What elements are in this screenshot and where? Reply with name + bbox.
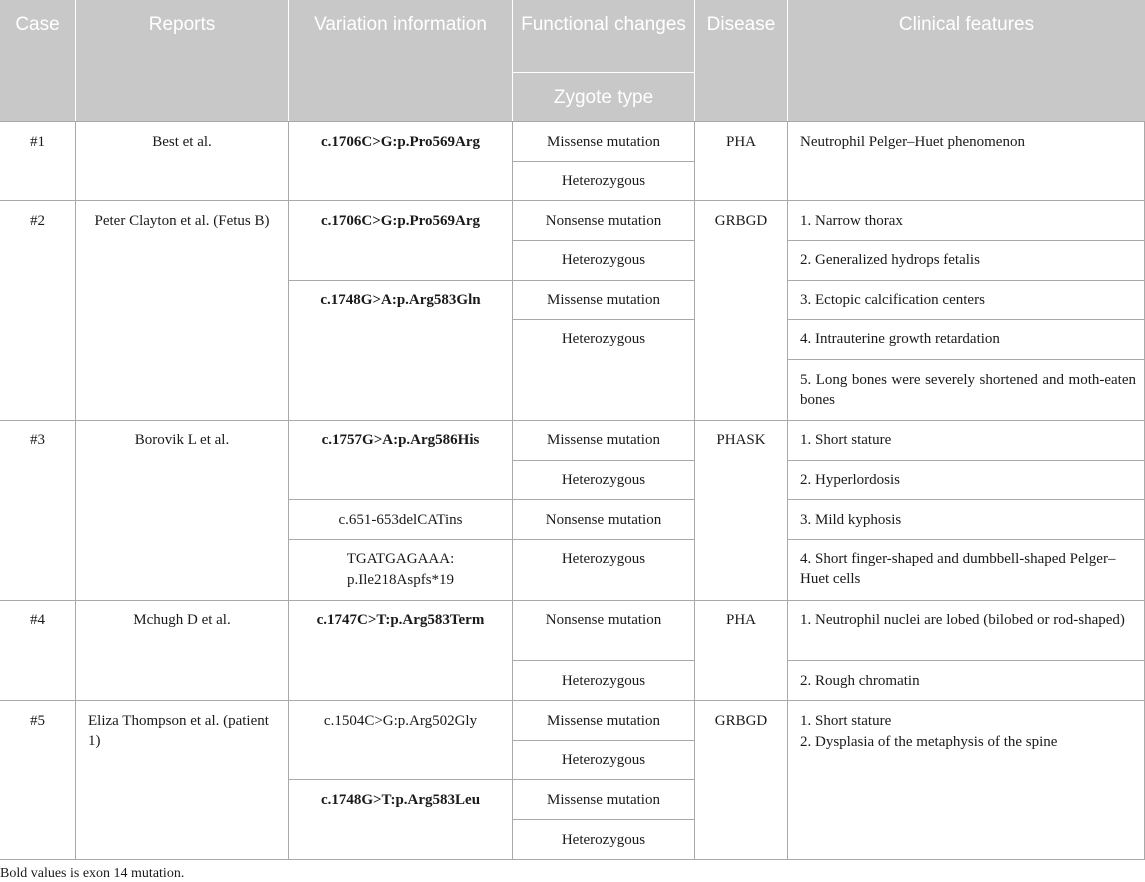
variant-cell: p.Ile218Aspfs*19 — [346, 572, 455, 588]
clinical-feature: 2. Hyperlordosis — [800, 472, 900, 488]
header-disease: Disease — [706, 14, 776, 35]
table-footnote: Bold values is exon 14 mutation. — [0, 866, 185, 881]
report-cell: Best et al. — [152, 134, 212, 150]
functional-cell: Missense mutation — [547, 713, 660, 729]
clinical-feature: 4. Short finger-shaped and dumbbell-shaped Pelger–Huet cells — [800, 551, 1116, 587]
clinical-feature: 1. Short stature — [800, 432, 892, 448]
clinical-feature: 1. Short stature — [800, 713, 892, 729]
zygote-cell: Heterozygous — [561, 331, 646, 347]
disease-cell: PHA — [725, 134, 756, 150]
variant-cell: c.1504C>G:p.Arg502Gly — [323, 713, 478, 729]
variant-cell: c.651-653delCATins — [338, 512, 463, 528]
disease-cell: GRBGD — [714, 213, 768, 229]
case-cell: #3 — [30, 432, 45, 448]
disease-cell: GRBGD — [714, 713, 768, 729]
clinical-feature: 4. Intrauterine growth retardation — [800, 331, 1000, 347]
header-reports: Reports — [148, 14, 216, 35]
variant-cell: c.1706C>G:p.Pro569Arg — [320, 213, 481, 229]
clinical-feature: 2. Dysplasia of the metaphysis of the spine — [800, 734, 1058, 750]
zygote-cell: Heterozygous — [561, 832, 646, 848]
header-variation: Variation information — [314, 14, 487, 35]
zygote-cell: Heterozygous — [561, 752, 646, 768]
clinical-feature: 5. Long bones were severely shortened and moth-eaten bones — [800, 372, 1136, 408]
header-clinical: Clinical features — [898, 14, 1035, 35]
header-functional: Functional changes — [521, 14, 686, 35]
disease-cell: PHA — [725, 612, 756, 628]
report-cell: Borovik L et al. — [134, 432, 230, 448]
functional-cell: Missense mutation — [547, 792, 660, 808]
zygote-cell: Heterozygous — [561, 551, 646, 567]
zygote-cell: Heterozygous — [561, 173, 646, 189]
report-cell: Mchugh D et al. — [133, 612, 231, 628]
variant-cell: c.1757G>A:p.Arg586His — [321, 432, 480, 448]
case-cell: #2 — [30, 213, 45, 229]
zygote-cell: Heterozygous — [561, 472, 646, 488]
functional-cell: Nonsense mutation — [545, 512, 662, 528]
clinical-feature: 1. Narrow thorax — [800, 213, 903, 229]
functional-cell: Missense mutation — [547, 292, 660, 308]
variant-cell: c.1706C>G:p.Pro569Arg — [320, 134, 481, 150]
variant-cell: c.1747C>T:p.Arg583Term — [316, 612, 485, 628]
clinical-feature: Neutrophil Pelger–Huet phenomenon — [800, 134, 1025, 150]
header-case: Case — [15, 14, 60, 35]
case-cell: #1 — [30, 134, 45, 150]
functional-cell: Missense mutation — [547, 432, 660, 448]
variant-cell: c.1748G>A:p.Arg583Gln — [320, 292, 481, 308]
clinical-feature: 1. Neutrophil nuclei are lobed (bilobed or rod-shaped) — [800, 612, 1125, 628]
disease-cell: PHASK — [716, 432, 766, 448]
report-cell: Peter Clayton et al. (Fetus B) — [94, 213, 270, 229]
header-zygote: Zygote type — [553, 87, 654, 108]
clinical-feature: 3. Ectopic calcification centers — [800, 292, 985, 308]
clinical-feature: 3. Mild kyphosis — [800, 512, 902, 528]
functional-cell: Nonsense mutation — [545, 213, 662, 229]
report-cell: Eliza Thompson et al. (patient 1) — [88, 713, 269, 749]
zygote-cell: Heterozygous — [561, 673, 646, 689]
clinical-feature: 2. Generalized hydrops fetalis — [800, 252, 980, 268]
clinical-feature: 2. Rough chromatin — [800, 673, 920, 689]
case-cell: #4 — [30, 612, 45, 628]
case-cell: #5 — [30, 713, 45, 729]
variant-cell: TGATGAGAAA: — [346, 551, 455, 567]
zygote-cell: Heterozygous — [561, 252, 646, 268]
functional-cell: Nonsense mutation — [545, 612, 662, 628]
variant-cell: c.1748G>T:p.Arg583Leu — [320, 792, 481, 808]
functional-cell: Missense mutation — [547, 134, 660, 150]
